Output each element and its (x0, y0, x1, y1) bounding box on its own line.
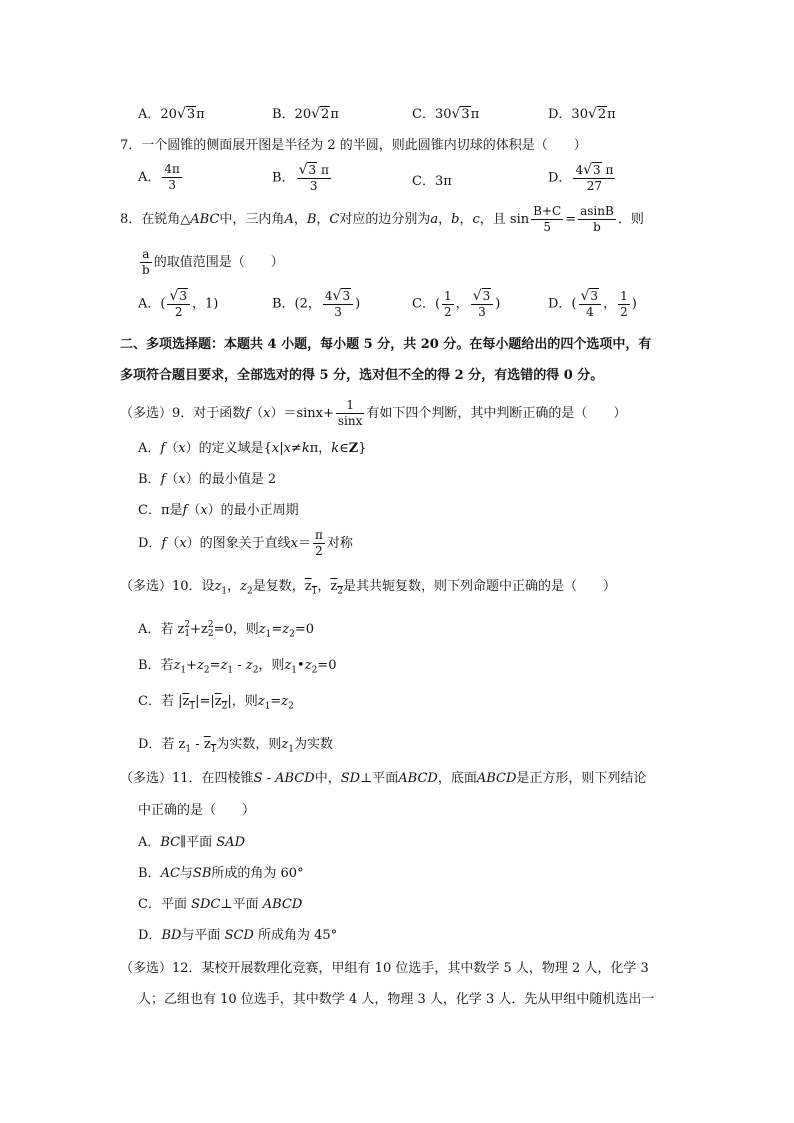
q12-stem: （多选）12．某校开展数理化竞赛，甲组有 10 位选手，其中数学 5 人，物理 2 人，化学 3 (120, 961, 649, 976)
q9-stem: （多选）9．对于函数f（x）＝sinx+ $\frac{1}{\sin x}$ 有如下四个判断，其中判断正确的是（ ） (120, 398, 627, 428)
q8-stem-continued: $\frac{a}{b}$ 的取值范围是（ ） (142, 247, 284, 277)
q11-stem: （多选）11．在四棱锥S - ABCD中，SD⊥平面ABCD，底面ABCD是正方形，则下列结论 (120, 771, 647, 786)
q8-stem: 8．在锐角△ABC中，三内角A，B，C对应的边分别为a，b，c，且 sin $\frac{B+C}{5}$ = $\frac{asinB}{b}$ ．则 (120, 204, 644, 234)
q9-option-a: A．f（x）的定义域是{x|x≠kπ，k∈Z} (138, 441, 367, 456)
q11-option-b: B．AC与SB所成的角为 60° (138, 866, 304, 881)
q11-stem-continued: 中正确的是（ ） (138, 803, 256, 818)
q9-option-c: C．π是f（x）的最小正周期 (138, 503, 299, 518)
q10-option-d: D．若 $z_1 - z_1$为实数，则$z_1$为实数 (138, 737, 334, 755)
q11-option-a: A．BC∥平面 SAD (138, 835, 245, 850)
q7-option-d: D． $\frac{4√3 \pi}{27}$ (548, 162, 614, 193)
q7-option-c: C．3π (412, 174, 452, 189)
q8-option-c: C．( $\frac{1}{2}$ ， $\frac{√3}{3}$ ) (412, 288, 501, 319)
section-heading-line1: 二、多项选择题：本题共 4 小题，每小题 5 分，共 20 分。在每小题给出的四个选项中，有 (120, 337, 652, 352)
q9-option-b: B．f（x）的最小值是 2 (138, 472, 277, 487)
q8-option-b: B．(2， $\frac{4√3}{3}$ ) (272, 288, 361, 319)
q7-stem: 7．一个圆锥的侧面展开图是半径为 2 的半圆，则此圆锥内切球的体积是（ ） (120, 138, 587, 153)
q6-option-d: D．30√2π (548, 106, 616, 122)
q8-option-a: A．( $\frac{√3}{2}$ ，1) (138, 288, 219, 319)
q10-stem: （多选）10．设$z_1$，$z_2$是复数，$z_1$，$z_2$是其共轭复数，则下列命题中正确的是（ ） (120, 579, 616, 597)
q10-option-a: A．若 z 2 1 +z 2 2 =0，则$z_1=z_2=0$ (138, 619, 315, 640)
q6-option-b: B．20√2π (272, 106, 339, 122)
q11-option-d: D．BD与平面 SCD 所成角为 45° (138, 928, 338, 943)
q6-option-c: C．30√3π (412, 106, 480, 122)
q10-option-c: C．若 $|z_1|=|z_2|$，则$z_1=z_2$ (138, 694, 294, 712)
q10-option-b: B．若$z_1+z_2=z_1 - z_2$，则$z_1•z_2=0$ (138, 658, 337, 676)
q8-option-d: D．( $\frac{√3}{4}$ ， $\frac{1}{2}$ ) (548, 288, 637, 319)
q7-option-b: B． $\frac{√3 \pi}{3}$ (272, 162, 329, 193)
q9-option-d: D．f（x）的图象关于直线x＝ $\frac{\pi}{2}$ 对称 (138, 528, 353, 558)
q12-stem-continued: 人；乙组也有 10 位选手，其中数学 4 人，物理 3 人，化学 3 人．先从甲组中随机选出一 (138, 992, 655, 1007)
q6-option-a: A．20√3π (138, 106, 205, 122)
section-heading-line2: 多项符合题目要求，全部选对的得 5 分，选对但不全的得 2 分，有选错的得 0 分。 (120, 368, 604, 383)
q11-option-c: C．平面 SDC⊥平面 ABCD (138, 897, 303, 912)
q7-option-a: A． $\frac{4\pi}{3}$ (138, 162, 180, 192)
